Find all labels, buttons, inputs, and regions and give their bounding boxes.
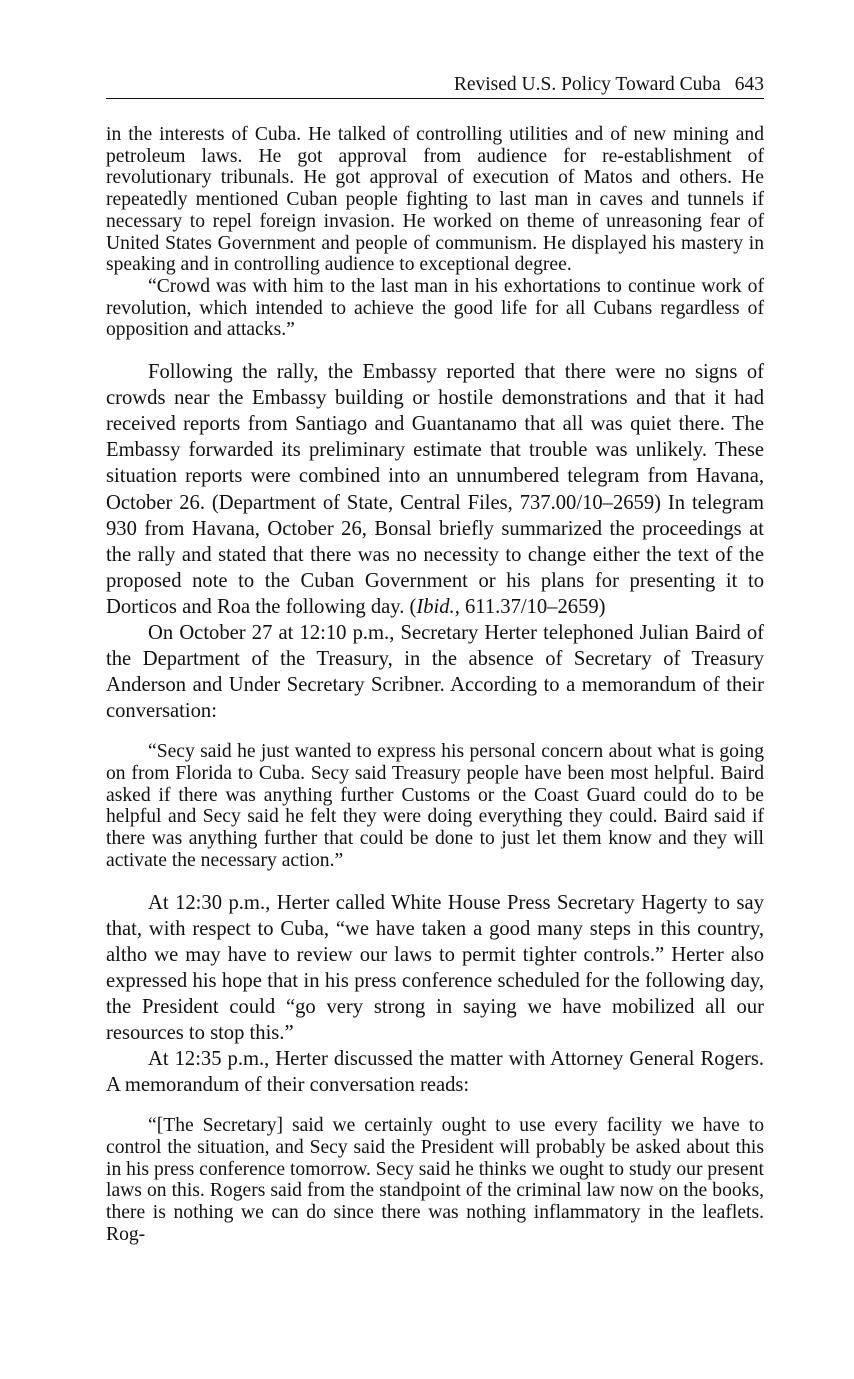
paragraph-8: “[The Secretary] said we certainly ought to use every facility we have to control the situation, and Secy said the President will probably be asked about this in his press conference tomorrow. Secy said he thinks we ought to study our present laws on this. Rogers said from the standpoint of the criminal law now on the books, there is nothing we can do since there was nothing inflammatory in the leaflets. Rog- — [106, 1115, 764, 1245]
ibid-citation: Ibid. — [416, 595, 455, 618]
paragraph-6: At 12:30 p.m., Herter called White House Press Secretary Hagerty to say that, with respect to Cuba, “we have taken a good many steps in this country, altho we may have to review our laws to permit tighter controls.” Herter also expressed his hope that in his press conference scheduled for the following day, the President could “go very strong in saying we have mobilized all our resources to stop this.” — [106, 891, 764, 1045]
page-number: 643 — [734, 74, 764, 95]
running-header — [106, 74, 764, 99]
paragraph-1: in the interests of Cuba. He talked of controlling utilities and of new mining and petroleum laws. He got approval from audience for re-establishment of revolutionary tribunals. He got approval of execution of Matos and others. He repeatedly mentioned Cuban people fighting to last man in caves and tunnels if necessary to repel foreign invasion. He worked on theme of unreasoning fear of United States Government and people of communism. He displayed his mastery in speaking and in controlling audience to exceptional degree. — [106, 124, 764, 276]
extract-block-2 — [106, 741, 764, 871]
main-text-block-1 — [106, 359, 764, 724]
paragraph-3: Following the rally, the Embassy reported that there were no signs of crowds near the Embassy building or hostile demonstrations and that it had received reports from Santiago and Guantanamo that all was quiet there. The Embassy forwarded its preliminary estimate that trouble was unlikely. These situation reports were combined into an unnumbered telegram from Havana, October 26. (Department of State, Central Files, 737.00/10–2659) In telegram 930 from Havana, October 26, Bonsal briefly summarized the proceedings at the rally and stated that there was no necessity to change either the text of the proposed note to the Cuban Government or his plans for presenting it to Dorticos and Roa the following day. (Ibid., 611.37/10–2659) — [106, 361, 764, 618]
body-text — [106, 124, 764, 1246]
paragraph-5: “Secy said he just wanted to express his personal concern about what is going on from Florida to Cuba. Secy said Treasury people have been most helpful. Baird asked if there was anything further Customs or the Coast Guard could do to be helpful and Secy said he felt they were doing everything they could. Baird said if there was anything further that could be done to just let them know and they will activate the necessary action.” — [106, 741, 764, 871]
main-text-block-2 — [106, 890, 764, 1099]
running-title: Revised U.S. Policy Toward Cuba — [453, 74, 721, 95]
document-page — [106, 74, 764, 1246]
paragraph-4: On October 27 at 12:10 p.m., Secretary Herter telephoned Julian Baird of the Department of the Treasury, in the absence of Secretary of Treasury Anderson and Under Secretary Scribner. According to a memorandum of their conversation: — [106, 621, 764, 723]
paragraph-2: “Crowd was with him to the last man in his exhortations to continue work of revolution, which intended to achieve the good life for all Cubans regardless of opposition and attacks.” — [106, 275, 764, 341]
extract-block-3 — [106, 1115, 764, 1245]
extract-block-1 — [106, 124, 764, 341]
paragraph-7: At 12:35 p.m., Herter discussed the matter with Attorney General Rogers. A memorandum of their conversation reads: — [106, 1048, 764, 1097]
